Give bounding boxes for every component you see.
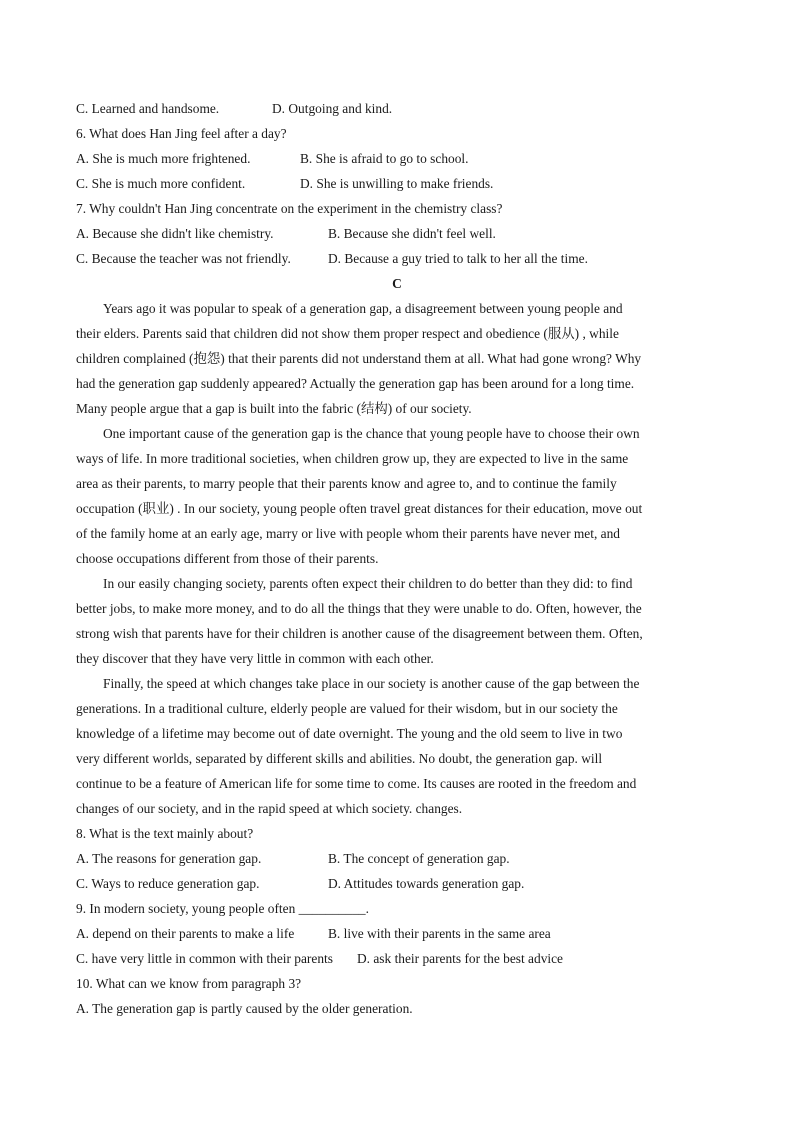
q7-option-c: C. Because the teacher was not friendly. <box>76 251 291 266</box>
passage-line: generations. In a traditional culture, elderly people are valued for their wisdom, but in our society the <box>76 701 618 716</box>
q6-option-b: B. She is afraid to go to school. <box>300 151 469 166</box>
passage-line: of the family home at an early age, marry or live with people whom their parents have never met, and <box>76 526 620 541</box>
q10-option-a: A. The generation gap is partly caused by the older generation. <box>76 1001 413 1016</box>
q5-option-d: D. Outgoing and kind. <box>272 101 393 116</box>
q9-option-b: B. live with their parents in the same area <box>328 926 551 941</box>
passage-line: children complained (抱怨) that their parents did not understand them at all. What had gone wrong? Why <box>76 351 642 366</box>
q8-option-a: A. The reasons for generation gap. <box>76 851 262 866</box>
passage-line: had the generation gap suddenly appeared? Actually the generation gap has been around for a long time. <box>76 376 635 391</box>
passage-line: choose occupations different from those of their parents. <box>76 551 379 566</box>
q7-option-a: A. Because she didn't like chemistry. <box>76 226 274 241</box>
q6-question: 6. What does Han Jing feel after a day? <box>76 126 287 141</box>
q9-option-a: A. depend on their parents to make a life <box>76 926 295 941</box>
q7-question: 7. Why couldn't Han Jing concentrate on the experiment in the chemistry class? <box>76 201 503 216</box>
passage-line: In our easily changing society, parents often expect their children to do better than they did: to find <box>103 576 633 591</box>
q10-question: 10. What can we know from paragraph 3? <box>76 976 302 991</box>
passage-line: knowledge of a lifetime may become out of date overnight. The young and the old seem to live in two <box>76 726 623 741</box>
section-title: C <box>392 276 402 291</box>
passage-line: changes of our society, and in the rapid speed at which society. changes. <box>76 801 463 816</box>
passage-line: One important cause of the generation gap is the chance that young people have to choose their own <box>103 426 640 441</box>
passage-line: better jobs, to make more money, and to do all the things that they were unable to do. Often, however, the <box>76 601 642 616</box>
q9-question: 9. In modern society, young people often __________. <box>76 901 369 916</box>
passage-line: Finally, the speed at which changes take place in our society is another cause of the gap between the <box>103 676 640 691</box>
passage-line: Many people argue that a gap is built into the fabric (结构) of our society. <box>76 401 472 416</box>
passage-line: area as their parents, to marry people that their parents know and agree to, and to continue the family <box>76 476 617 491</box>
passage-line: they discover that they have very little in common with each other. <box>76 651 434 666</box>
passage-line: their elders. Parents said that children did not show them proper respect and obedience (服从) , while <box>76 326 619 341</box>
q6-option-d: D. She is unwilling to make friends. <box>300 176 494 191</box>
q6-option-a: A. She is much more frightened. <box>76 151 251 166</box>
passage-line: strong wish that parents have for their children is another cause of the disagreement between them. Often, <box>76 626 643 641</box>
q7-option-d: D. Because a guy tried to talk to her all the time. <box>328 251 588 266</box>
q8-option-c: C. Ways to reduce generation gap. <box>76 876 260 891</box>
q8-option-b: B. The concept of generation gap. <box>328 851 510 866</box>
q9-option-d: D. ask their parents for the best advice <box>357 951 563 966</box>
passage-line: very different worlds, separated by different skills and abilities. No doubt, the generation gap. will <box>76 751 603 766</box>
passage-line: occupation (职业) . In our society, young people often travel great distances for their education, move out <box>76 501 643 516</box>
q7-option-b: B. Because she didn't feel well. <box>328 226 496 241</box>
q9-option-c: C. have very little in common with their parents <box>76 951 333 966</box>
passage-line: ways of life. In more traditional societies, when children grow up, they are expected to live in the same <box>76 451 629 466</box>
q8-option-d: D. Attitudes towards generation gap. <box>328 876 525 891</box>
q8-question: 8. What is the text mainly about? <box>76 826 254 841</box>
passage-line: Years ago it was popular to speak of a generation gap, a disagreement between young people and <box>103 301 623 316</box>
passage-line: continue to be a feature of American life for some time to come. Its causes are rooted in the freedom and <box>76 776 637 791</box>
q6-option-c: C. She is much more confident. <box>76 176 246 191</box>
q5-option-c: C. Learned and handsome. <box>76 101 220 116</box>
